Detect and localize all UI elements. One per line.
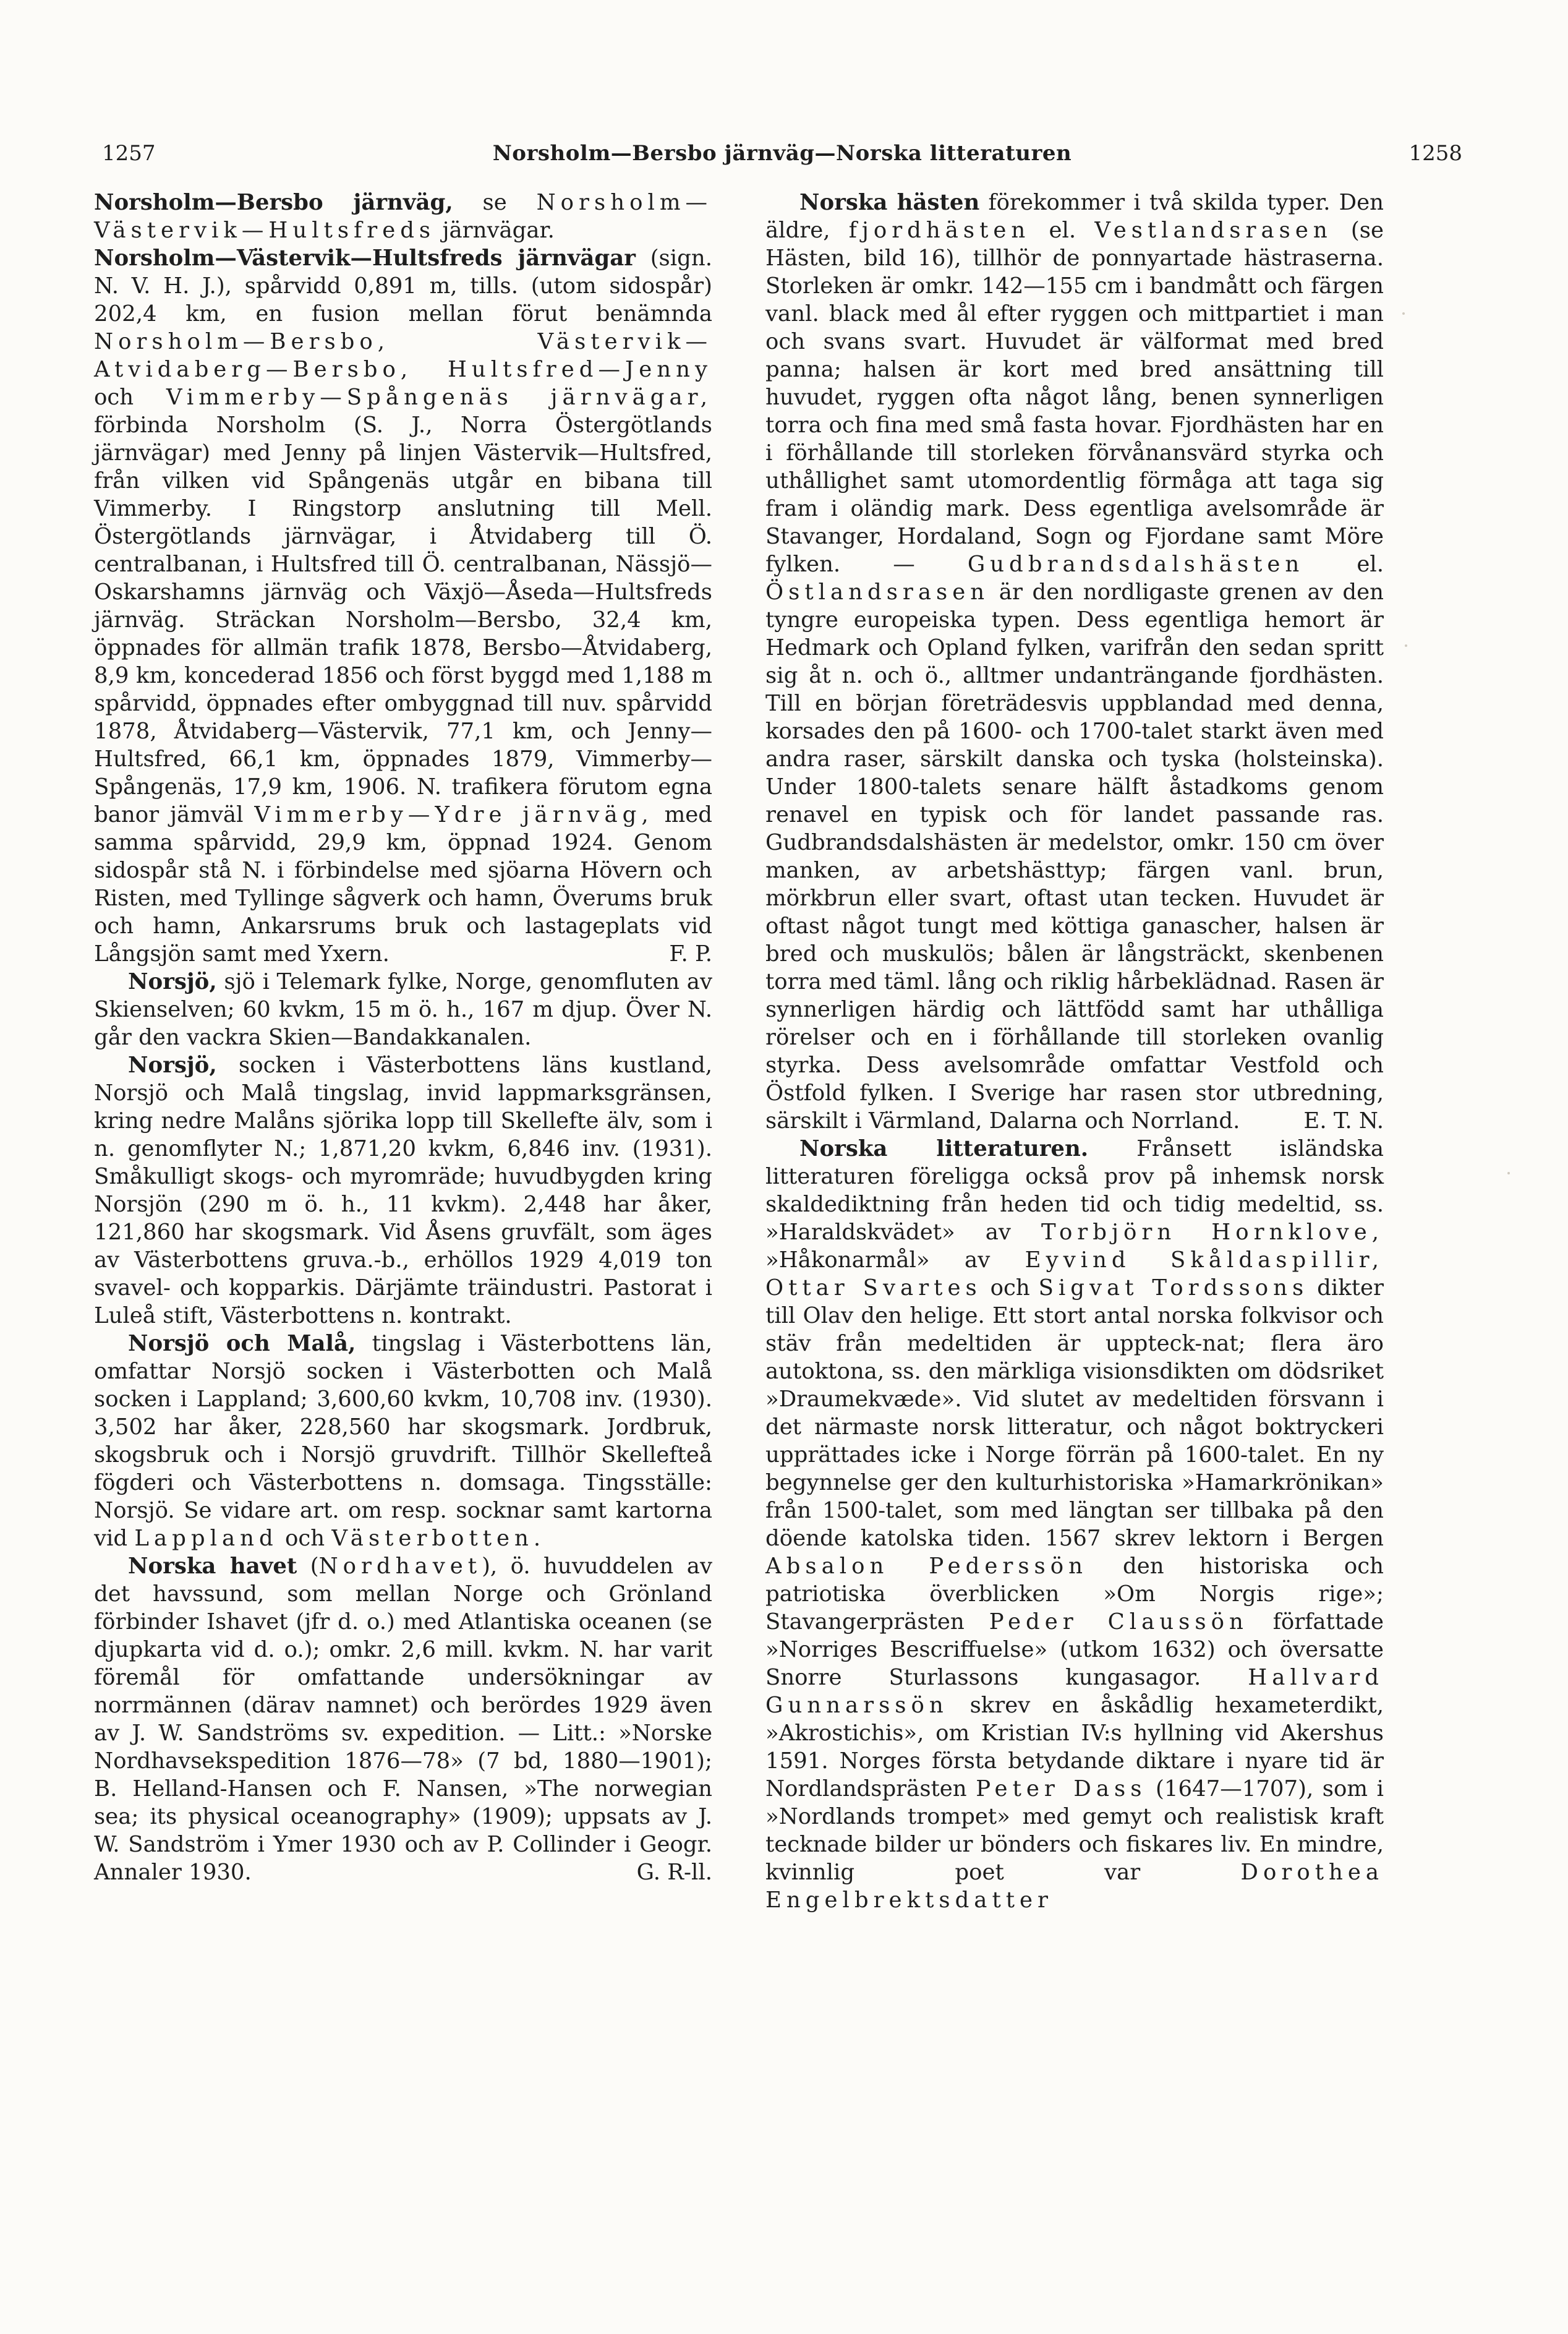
entry-text: den historiska och patriotiska överblicken »Om Norgis rige»; Stavangerprästen xyxy=(765,1554,1384,1635)
right-column xyxy=(765,189,1384,1914)
entry-text: (1647—1707), som i »Nordlands trompet» med gemyt och realistisk kraft tecknade bilder ur bönders och fiskares liv. En mindre, kvinnlig poet var xyxy=(765,1776,1384,1885)
entry-text: järnvägar. xyxy=(435,218,555,243)
entry-spaced-ref: Lappland xyxy=(134,1526,278,1551)
entry-spaced-name: Norsholm—Bersbo, Västervik—Atvidaberg—Bersbo, Hultsfred—Jenny xyxy=(94,329,712,382)
entry-norska-havet xyxy=(94,1552,712,1886)
entry-text: och xyxy=(278,1526,332,1551)
entry-spaced-name: Absalon Pederssön xyxy=(765,1554,1088,1579)
entry-norska-hasten xyxy=(765,189,1384,1135)
entry-spaced-name: Vimmerby—Spångenäs järnvägar, xyxy=(166,385,712,410)
entry-spaced-name: Dorothea Engelbrektsdatter xyxy=(765,1860,1384,1913)
entry-text: el. xyxy=(1030,218,1095,243)
page-number-left: 1257 xyxy=(102,141,156,166)
running-header xyxy=(102,135,1462,172)
entry-text: skrev en åskådlig hexameterdikt, »Akrostichis», om Kristian IV:s hyllning vid Akershus 1591. Norges första betydande diktare i nyare tid är Nordlandsprästen xyxy=(765,1693,1384,1802)
entry-text: sjö i Telemark fylke, Norge, genomfluten av Skienselven; 60 kvkm, 15 m ö. h., 167 m djup. Över N. går den vackra Skien—Bandakkanalen. xyxy=(94,969,712,1050)
entry-norsjo-och-mala xyxy=(94,1330,712,1552)
entry-text: dikter till Olav den helige. Ett stort antal norska folkvisor och stäv från medeltiden är uppteck-nat; flera äro autoktona, ss. den märkliga visionsdikten om dödsriket »Draumekvæde». Vid slutet av medeltiden försvann i det närmaste norsk litteratur, och något boktryckeri upprättades icke i Norge förrän på 1600-talet. En ny begynnelse ger den kulturhistoriska »Hamarkrönikan» från 1500-talet, som med längtan ser tillbaka på den döende katolska tiden. 1567 skrev lektorn i Bergen xyxy=(765,1275,1384,1551)
entry-text: el. xyxy=(1304,552,1384,577)
entry-text: tingslag i Västerbottens län, omfattar Norsjö socken i Västerbotten och Malå socken i Lappland; 3,600,60 kvkm, 10,708 inv. (1930). 3,502 har åker, 228,560 har skogsmark. Jordbruk, skogsbruk och i Norsjö gruvdrift. Tillhör Skellefteå fögderi och Västerbottens n. domsaga. Tingsställe: Norsjö. Se vidare art. om resp. socknar samt kartorna vid xyxy=(94,1331,712,1551)
entry-spaced-term: Gudbrandsdalshästen xyxy=(967,552,1305,577)
entry-text: ( xyxy=(297,1554,319,1579)
running-title: Norsholm—Bersbo järnväg—Norska litteraturen xyxy=(492,141,1072,166)
entry-headword: Norska litteraturen. xyxy=(799,1136,1089,1161)
entry-text: förbinda Norsholm (S. J., Norra Östergötlands järnvägar) med Jenny på linjen Västervik—Hultsfred, från vilken vid Spångenäs utgår en bibana till Vimmerby. I Ringstorp anslutning till Mell. Östergötlands järnvägar, i Åtvidaberg till Ö. centralbanan, i Hultsfred till Ö. centralbanan, Nässjö—Oskarshamns järnväg och Växjö—Åseda—Hultsfreds järnväg. Sträckan Norsholm—Bersbo, 32,4 km, öppnades för allmän trafik 1878, Bersbo—Åtvidaberg, 8,9 km, koncederad 1856 och först byggd med 1,188 m spårvidd, öppnades efter ombyggnad till nuv. spårvidd 1878, Åtvidaberg—Västervik, 77,1 km, och Jenny—Hultsfred, 66,1 km, öppnades 1879, Vimmerby—Spångenäs, 17,9 km, 1906. N. trafikera förutom egna banor jämväl xyxy=(94,413,712,827)
paper-speck xyxy=(1405,644,1407,647)
entry-text: författade »Norriges Bescriffuelse» (utkom 1632) och översatte Snorre Sturlassons kungasagor. xyxy=(765,1609,1384,1690)
entry-signature: G. R-ll. xyxy=(636,1860,712,1885)
entry-spaced-name: Peder Claussön xyxy=(989,1609,1248,1635)
entry-spaced-ref: Norsholm—Västervik—Hultsfreds xyxy=(94,190,712,243)
entry-text: är den nordligaste grenen av den tyngre europeiska typen. Dess egentliga hemort är Hedmark och Opland fylken, varifrån den sedan spritt sig åt n. och ö., alltmer undanträngande fjordhästen. Till en början företrädesvis uppblandad med denna, korsades den på 1600- och 1700-talet starkt även med andra raser, särskilt danska och tyska (holsteinska). Under 1800-talets senare hälft åstadkoms genom renavel en typisk och för landet passande ras. Gudbrandsdalshästen är medelstor, omkr. 150 cm över manken, av arbetshästtyp; färgen vanl. brun, mörkbrun eller svart, oftast utan tecken. Huvudet är oftast något tungt med köttiga ganascher, halsen är bred och muskulös; bålen är långsträckt, skenbenen torra med täml. lång och riklig hårbeklädnad. Rasen är synnerligen härdig och lättfödd samt har uthålliga rörelser och en i förhållande till storleken ovanlig styrka. Dess avelsområde omfattar Vestfold och Östfold fylken. I Sverige har rasen stor utbredning, särskilt i Värmland, Dalarna och Norrland. xyxy=(765,579,1384,1134)
entry-spaced-ref: Västerbotten. xyxy=(331,1526,546,1551)
entry-headword: Norsholm—Bersbo järnväg, xyxy=(94,190,453,215)
entry-text: ), ö. huvuddelen av det havssund, som mellan Norge och Grönland förbinder Ishavet (jfr d. o.) med Atlantiska oceanen (se djupkarta vid d. o.); omkr. 2,6 mill. kvkm. N. har varit föremål för omfattande undersökningar av norrmännen (därav namnet) och berördes 1929 även av J. W. Sandströms sv. expedition. — Litt.: »Norske Nordhavsekspedition 1876—78» (7 bd, 1880—1901); B. Helland-Hansen och F. Nansen, »The norwegian sea; its physical oceanography» (1909); uppsats av J. W. Sandström i Ymer 1930 och av P. Collinder i Geogr. Annaler 1930. xyxy=(94,1554,712,1885)
entry-spaced-term: fjordhästen xyxy=(848,218,1031,243)
entry-norsjo-parish xyxy=(94,1051,712,1330)
entry-text: »Håkonarmål» av xyxy=(765,1247,1025,1273)
entry-norska-litteraturen xyxy=(765,1135,1384,1914)
entry-spaced-term: Vestlandsrasen xyxy=(1094,218,1332,243)
entry-norsjo-lake xyxy=(94,968,712,1051)
entry-spaced-name: Hallvard Gunnarssön xyxy=(765,1665,1384,1718)
entry-text: (sign. N. V. H. J.), spårvidd 0,891 m, tills. (utom sidospår) 202,4 km, en fusion mellan förut benämnda xyxy=(94,246,712,327)
entry-text: se xyxy=(453,190,537,215)
entry-headword: Norsjö, xyxy=(128,1053,217,1078)
entry-spaced-name: Peter Dass xyxy=(976,1776,1147,1802)
entry-spaced-name: Eyvind Skåldaspillir, Ottar Svartes xyxy=(765,1247,1384,1301)
left-column xyxy=(94,189,712,1886)
paper-speck xyxy=(1507,1172,1510,1174)
entry-spaced-name: Torbjörn Hornklove, xyxy=(1041,1220,1384,1245)
entry-text: och xyxy=(981,1275,1039,1301)
entry-spaced-term: Östlandsrasen xyxy=(765,579,990,605)
entry-spaced-name: Nordhavet xyxy=(318,1554,482,1579)
entry-text: och xyxy=(94,385,166,410)
entry-spaced-name: Vimmerby—Ydre järnväg, xyxy=(254,802,654,827)
entry-headword: Norska havet xyxy=(128,1554,297,1579)
entry-headword: Norsjö, xyxy=(128,969,217,994)
entry-text: socken i Västerbottens läns kustland, Norsjö och Malå tingslag, invid lappmarksgränsen, kring nedre Malåns sjörika lopp till Skellefte älv, som i n. genomflyter N.; 1,871,20 kvkm, 6,846 inv. (1931). Småkulligt skogs- och myromräde; huvudbygden kring Norsjön (290 m ö. h., 11 kvkm). 2,448 har åker, 121,860 har skogsmark. Vid Åsens gruvfält, som äges av Västerbottens gruva.-b., erhöllos 1929 4,019 ton svavel- och kopparkis. Därjämte träindustri. Pastorat i Luleå stift, Västerbottens n. kontrakt. xyxy=(94,1053,712,1328)
entry-headword: Norsjö och Malå, xyxy=(128,1331,356,1356)
page-number-right: 1258 xyxy=(1408,141,1462,166)
entry-headword: Norsholm—Västervik—Hultsfreds järnvägar xyxy=(94,246,636,271)
paper-speck xyxy=(1402,312,1405,315)
entry-signature: E. T. N. xyxy=(1303,1108,1384,1134)
entry-text: med samma spårvidd, 29,9 km, öppnad 1924. Genom sidospår stå N. i förbindelse med sjöarna Hövern och Risten, med Tyllinge sågverk och hamn, Överums bruk och hamn, Ankarsrums bruk och lastageplats vid Långsjön samt med Yxern. xyxy=(94,802,712,967)
entry-norsholm-bersbo xyxy=(94,189,712,244)
entry-text: förekommer i två skilda typer. Den äldre, xyxy=(765,190,1384,243)
entry-headword: Norska hästen xyxy=(799,190,980,215)
entry-spaced-name: Sigvat Tordssons xyxy=(1038,1275,1309,1301)
entry-norsholm-vastervik-hultsfreds xyxy=(94,244,712,968)
entry-text: (se Hästen, bild 16), tillhör de ponnyartade hästraserna. Storleken är omkr. 142—155 cm i bandmått och färgen vanl. black med ål efter ryggen och mittpartiet i man och svans svart. Huvudet är välformat med bred panna; halsen är kort med bred ansättning till huvudet, ryggen ofta något lång, benen synnerligen torra och fina med små fasta hovar. Fjordhästen har en i förhållande till storleken förvånansvärd styrka och uthållighet samt utomordentlig förmåga att taga sig fram i oländig mark. Dess egentliga avelsområde är Stavanger, Hordaland, Sogn og Fjordane samt Möre fylken. — xyxy=(765,218,1384,577)
entry-signature: F. P. xyxy=(669,941,712,967)
entry-text: Frånsett isländska litteraturen föreligga också prov på inhemsk norsk skaldediktning från heden tid och tidig medeltid, ss. »Haraldskvädet» av xyxy=(765,1136,1384,1245)
